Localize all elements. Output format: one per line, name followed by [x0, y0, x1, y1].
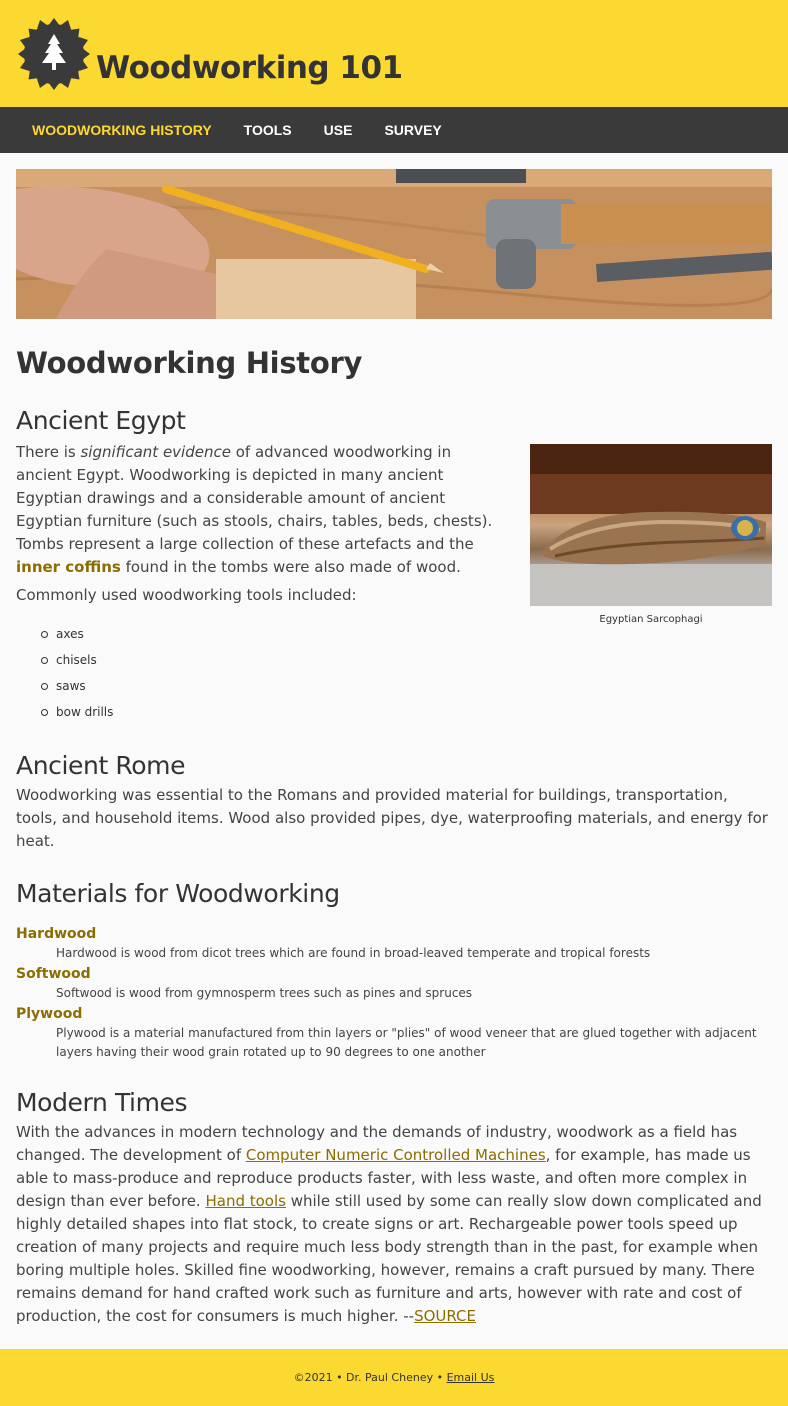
- section-ancient-rome: [16, 751, 772, 853]
- tools-list: [56, 621, 772, 725]
- section-heading: Materials for Woodworking: [16, 879, 340, 908]
- email-link[interactable]: Email Us: [446, 1371, 495, 1384]
- material-term: Hardwood: [16, 926, 97, 942]
- nav-item-tools[interactable]: TOOLS: [243, 122, 292, 138]
- section-heading: Modern Times: [16, 1088, 188, 1117]
- material-term: Softwood: [16, 966, 91, 982]
- site-title: Woodworking 101: [96, 49, 403, 86]
- cnc-machines-link[interactable]: Computer Numeric Controlled Machines: [245, 1146, 546, 1164]
- section-heading: Ancient Rome: [16, 751, 186, 780]
- section-heading: Ancient Egypt: [16, 406, 186, 435]
- main-nav: [0, 107, 788, 153]
- figure-caption: Egyptian Sarcophagi: [599, 614, 703, 625]
- material-definition: Plywood is a material manufactured from thin layers or "plies" of wood veneer that are glued together with adjacent layers having their wood grain rotated up to 90 degrees to one another: [56, 1026, 757, 1059]
- list-item: axes: [56, 621, 772, 647]
- section-modern-times: [16, 1088, 772, 1328]
- egypt-paragraph: There is significant evidence of advanced woodworking in ancient Egypt. Woodworking is depicted in many ancient Egyptian drawings and a considerable amount of ancient Egyptian furniture (such as stools, chairs, tables, beds, chests). Tombs represent a large collection of these artefacts and the inner coffins found in the tombs were also made of wood.: [16, 443, 493, 576]
- page-title: Woodworking History: [16, 346, 363, 380]
- modern-paragraph: With the advances in modern technology and the demands of industry, woodwork as a field has changed. The development of Computer Numeric Controlled Machines, for example, has made us able to mass-produce and reproduce products faster, with less waste, and often more complex in design than ever before. Hand tools while still used by some can really slow down complicated and highly detailed shapes into flat stock, to create signs or art. Rechargeable power tools speed up creation of many projects and require much less body strength than in the past, for example when boring multiple holes. Skilled fine woodworking, however, remains a craft pursued by many. There remains demand for hand crafted work such as furniture and arts, however with rate and cost of production, the cost for consumers is much higher. --SOURCE: [16, 1123, 762, 1325]
- footer-text: ©2021 • Dr. Paul Cheney •: [293, 1371, 444, 1384]
- material-definition: Hardwood is wood from dicot trees which are found in broad-leaved temperate and tropical forests: [56, 946, 651, 960]
- list-item: bow drills: [56, 699, 772, 725]
- materials-list: [16, 924, 772, 1062]
- strong-text: inner coffins: [16, 558, 121, 576]
- source-link[interactable]: SOURCE: [414, 1307, 477, 1325]
- hand-tools-link[interactable]: Hand tools: [205, 1192, 286, 1210]
- section-materials: [16, 879, 772, 1062]
- site-footer: [0, 1349, 788, 1406]
- nav-item-use[interactable]: USE: [323, 122, 353, 138]
- list-item: chisels: [56, 647, 772, 673]
- tools-intro: Commonly used woodworking tools included:: [16, 586, 357, 604]
- rome-paragraph: Woodworking was essential to the Romans and provided material for buildings, transportation, tools, and household items. Wood also provided pipes, dye, waterproofing materials, and energy for heat.: [16, 786, 768, 850]
- section-ancient-egypt: [16, 406, 772, 725]
- material-definition: Softwood is wood from gymnosperm trees such as pines and spruces: [56, 986, 473, 1000]
- list-item: saws: [56, 673, 772, 699]
- saw-blade-tree-icon[interactable]: [16, 16, 92, 92]
- nav-item-woodworking-history[interactable]: WOODWORKING HISTORY: [32, 122, 212, 138]
- hero-image: [16, 169, 772, 319]
- sarcophagi-image: [530, 444, 772, 606]
- emphasis-text: significant evidence: [80, 443, 231, 461]
- site-header: [0, 0, 788, 107]
- nav-item-survey[interactable]: SURVEY: [384, 122, 442, 138]
- sarcophagi-figure: [530, 444, 772, 625]
- material-term: Plywood: [16, 1006, 83, 1022]
